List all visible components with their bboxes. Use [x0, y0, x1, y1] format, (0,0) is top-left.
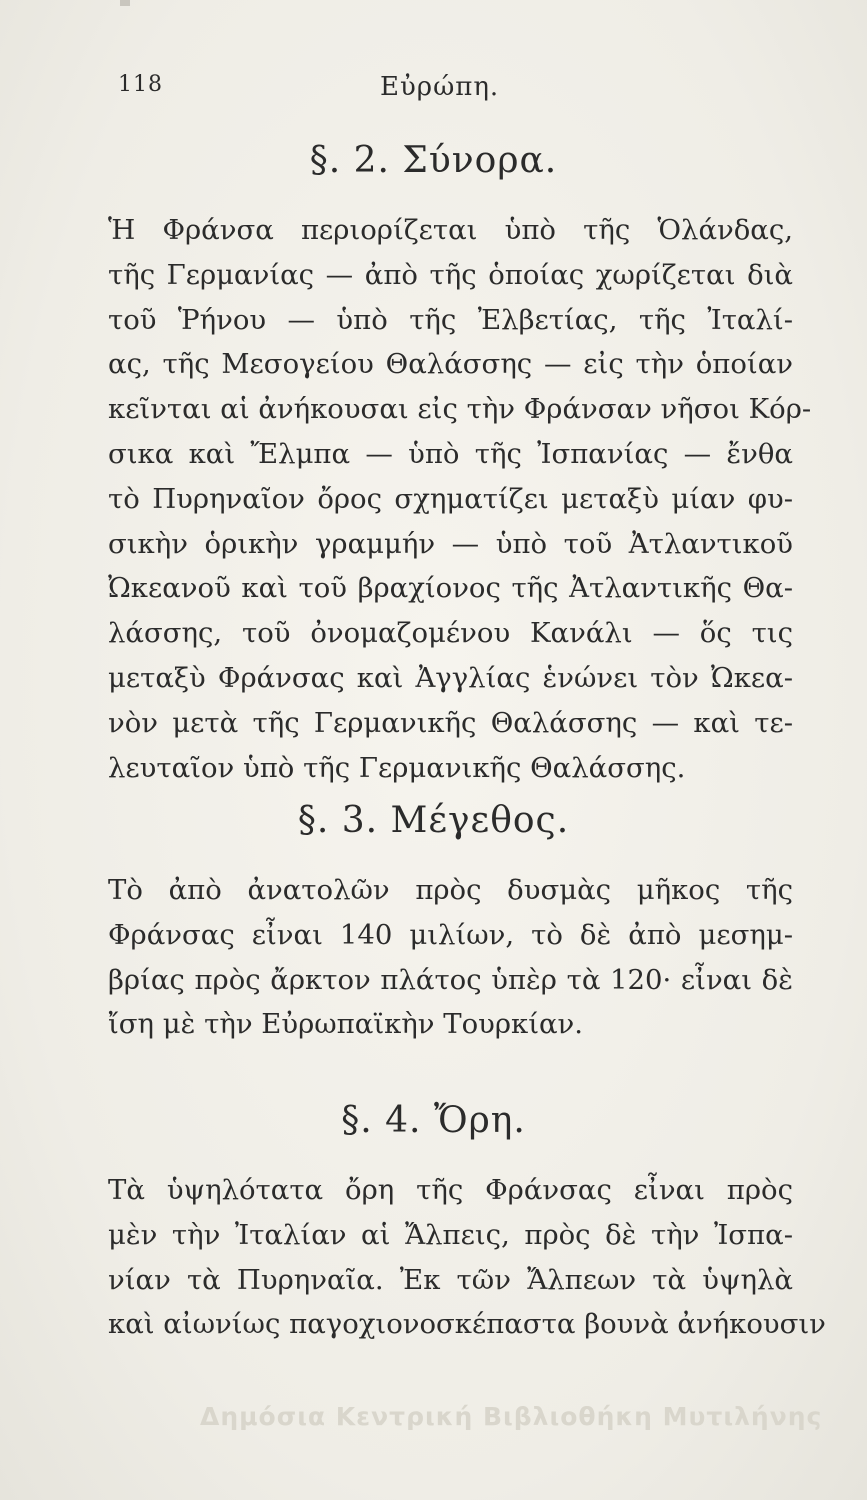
text-line: Τὰ ὑψηλότατα ὄρη τῆς Φράνσας εἶναι πρὸς [108, 1174, 793, 1206]
text-line: λευταῖον ὑπὸ τῆς Γερμανικῆς Θαλάσσης. [108, 751, 686, 784]
section-heading-size: §. 3. Μέγεθος. [297, 800, 570, 841]
text-line: μὲν τὴν Ἰταλίαν αἱ Ἄλπεις, πρὸς δὲ τὴν Ἰσπα- [108, 1218, 793, 1251]
text-line: νίαν τὰ Πυρηναῖα. Ἐκ τῶν Ἄλπεων τὰ ὑψηλὰ [108, 1263, 793, 1296]
paragraph-mountains [108, 1168, 826, 1347]
text-line: Τὸ ἀπὸ ἀνατολῶν πρὸς δυσμὰς μῆκος τῆς [108, 874, 793, 906]
text-line: νὸν μετὰ τῆς Γερμανικῆς Θαλάσσης — καὶ τε- [108, 706, 793, 739]
text-line: τὸ Πυρηναῖον ὄρος σχηματίζει μεταξὺ μίαν φυ- [108, 482, 793, 515]
page-number: 118 [118, 72, 163, 97]
text-line: Ὠκεανοῦ καὶ τοῦ βραχίονος τῆς Ἀτλαντικῆς Θα- [108, 572, 793, 605]
text-line: καὶ αἰωνίως παγοχιονοσκέπαστα βουνὰ ἀνήκουσιν [108, 1308, 826, 1341]
paragraph-borders [108, 208, 812, 790]
text-line: ἴση μὲ τὴν Εὐρωπαϊκὴν Τουρκίαν. [108, 1008, 584, 1041]
page-header [0, 72, 867, 112]
text-line: σικὴν ὁρικὴν γραμμήν — ὑπὸ τοῦ Ἀτλαντικοῦ [108, 527, 793, 560]
text-line: ας, τῆς Μεσογείου Θαλάσσης — εἰς τὴν ὁποίαν [108, 348, 793, 381]
text-line: Φράνσας εἶναι 140 μιλίων, τὸ δὲ ἀπὸ μεσημ- [108, 918, 793, 951]
section-heading-borders: §. 2. Σύνορα. [309, 140, 558, 181]
page-edge-mark [120, 0, 130, 6]
paragraph-size [108, 868, 793, 1047]
text-line: κεῖνται αἱ ἀνήκουσαι εἰς τὴν Φράνσαν νῆσοι Κόρ- [108, 393, 812, 426]
text-line: λάσσης, τοῦ ὀνομαζομένου Κανάλι — ὅς τις [108, 617, 793, 650]
text-line: μεταξὺ Φράνσας καὶ Ἀγγλίας ἑνώνει τὸν Ὠκεα- [108, 661, 793, 694]
library-watermark: Δημόσια Κεντρική Βιβλιοθήκη Μυτιλήνης [200, 1402, 823, 1431]
text-line: σικα καὶ Ἔλμπα — ὑπὸ τῆς Ἰσπανίας — ἔνθα [108, 437, 793, 470]
text-line: τῆς Γερμανίας — ἀπὸ τῆς ὁποίας χωρίζεται διὰ [108, 258, 793, 291]
text-line: Ἡ Φράνσα περιορίζεται ὑπὸ τῆς Ὁλάνδας, [108, 214, 793, 246]
text-line: βρίας πρὸς ἄρκτον πλάτος ὑπὲρ τὰ 120· εἶναι δὲ [108, 963, 793, 996]
text-line: τοῦ Ῥήνου — ὑπὸ τῆς Ἐλβετίας, τῆς Ἰταλί- [108, 303, 793, 336]
running-title: Εὐρώπη. [380, 72, 500, 102]
section-heading-mountains: §. 4. Ὄρη. [341, 1100, 526, 1141]
